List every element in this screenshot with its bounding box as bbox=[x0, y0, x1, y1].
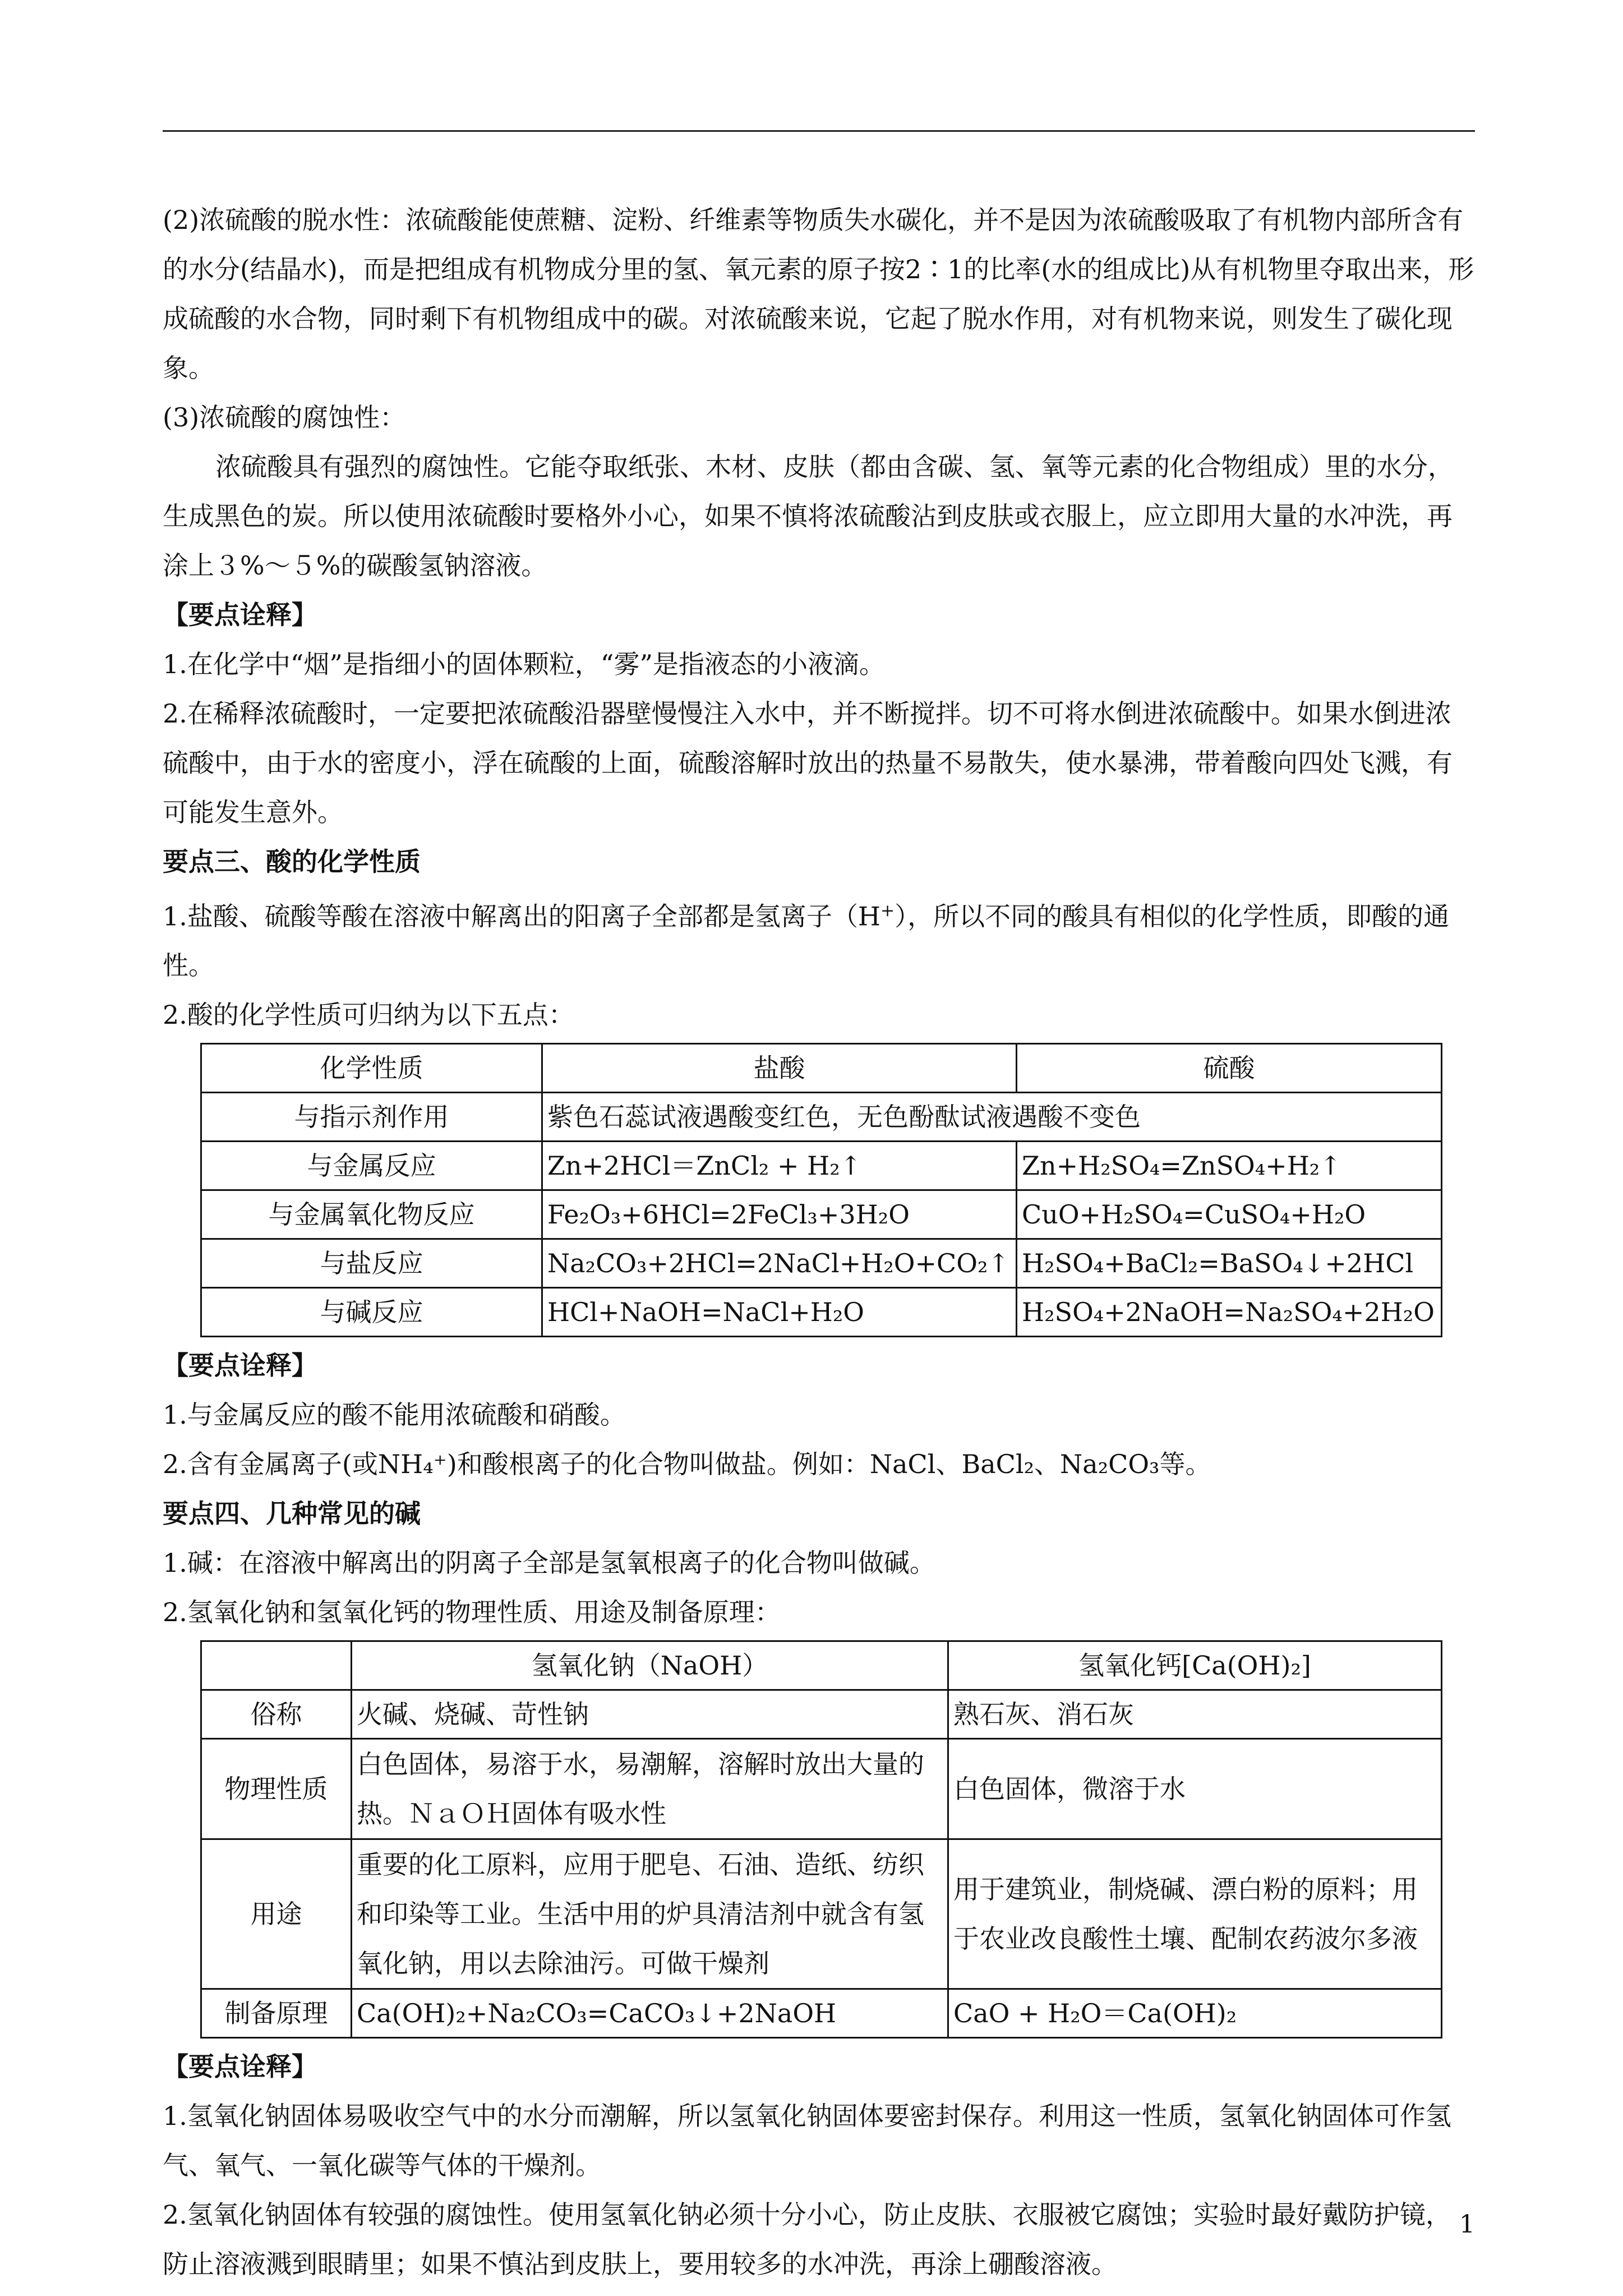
base-cell-naoh: 白色固体，易溶于水，易潮解，溶解时放出大量的热。ＮａＯＨ固体有吸水性 bbox=[352, 1739, 948, 1839]
base-cell-caoh: CaO + H₂O＝Ca(OH)₂ bbox=[948, 1989, 1442, 2038]
acid-row-label: 与金属氧化物反应 bbox=[201, 1190, 542, 1239]
acid-row-label: 与盐反应 bbox=[201, 1239, 542, 1288]
section-note-2: 【要点诠释】 bbox=[163, 1350, 317, 1381]
note-naoh-storage: 1.氢氧化钠固体易吸收空气中的水分而潮解，所以氢氧化钠固体要密封保存。利用这一性质，氢氧化钠固体可作氢气、氧气、一氧化碳等气体的干燥剂。 bbox=[163, 2101, 1451, 2181]
base-header-caoh: 氢氧化钙[Ca(OH)₂] bbox=[948, 1641, 1442, 1690]
document-body bbox=[163, 195, 1475, 2289]
base-cell-naoh: Ca(OH)₂+Na₂CO₃=CaCO₃↓+2NaOH bbox=[352, 1989, 948, 2038]
note-dilution: 2.在稀释浓硫酸时，一定要把浓硫酸沿器壁慢慢注入水中，并不断搅拌。切不可将水倒进浓硫酸中。如果水倒进浓硫酸中，由于水的密度小，浮在硫酸的上面，硫酸溶解时放出的热量不易散失，使水暴沸，带着酸向四处飞溅，有可能发生意外。 bbox=[163, 698, 1453, 827]
base-cell-naoh: 火碱、烧碱、苛性钠 bbox=[352, 1690, 948, 1739]
acid-cell-hcl: Na₂CO₃+2HCl=2NaCl+H₂O+CO₂↑ bbox=[542, 1239, 1017, 1288]
acid-row-label: 与指示剂作用 bbox=[201, 1093, 542, 1142]
para-hydrogen-ion-b: ），所以不同的酸具有相似的化学性质，即酸的通性。 bbox=[163, 901, 1450, 981]
acid-row-label: 与碱反应 bbox=[201, 1288, 542, 1337]
para-corrosion-title: (3)浓硫酸的腐蚀性： bbox=[163, 402, 406, 432]
acid-header-property: 化学性质 bbox=[201, 1044, 542, 1093]
header-rule bbox=[163, 130, 1475, 132]
page-number: 1 bbox=[1459, 2210, 1475, 2239]
acid-cell-hcl: Fe₂O₃+6HCl=2FeCl₃+3H₂O bbox=[542, 1190, 1017, 1239]
acid-cell-h2so4: CuO+H₂SO₄=CuSO₄+H₂O bbox=[1017, 1190, 1442, 1239]
note-metal-acid: 1.与金属反应的酸不能用浓硫酸和硝酸。 bbox=[163, 1400, 626, 1430]
para-base-table-intro: 2.氢氧化钠和氢氧化钙的物理性质、用途及制备原理： bbox=[163, 1597, 781, 1628]
base-row-label: 物理性质 bbox=[201, 1739, 352, 1839]
base-cell-caoh: 白色固体，微溶于水 bbox=[948, 1739, 1442, 1839]
acid-cell-h2so4: H₂SO₄+BaCl₂=BaSO₄↓+2HCl bbox=[1017, 1239, 1442, 1288]
base-header-naoh: 氢氧化钠（NaOH） bbox=[352, 1641, 948, 1690]
acid-cell-hcl: Zn+2HCl＝ZnCl₂ + H₂↑ bbox=[542, 1142, 1017, 1190]
para-base-definition: 1.碱：在溶液中解离出的阴离子全部是氢氧根离子的化合物叫做碱。 bbox=[163, 1548, 935, 1579]
note-salt-definition: 2.含有金属离子(或NH₄⁺)和酸根离子的化合物叫做盐。例如：NaCl、BaCl₂、Na₂CO₃等。 bbox=[163, 1449, 1211, 1480]
acid-cell-h2so4: Zn+H₂SO₄=ZnSO₄+H₂↑ bbox=[1017, 1142, 1442, 1190]
hydrogen-ion-charge: + bbox=[880, 901, 895, 921]
section-common-bases: 要点四、几种常见的碱 bbox=[163, 1498, 421, 1529]
acid-cell-h2so4: H₂SO₄+2NaOH=Na₂SO₄+2H₂O bbox=[1017, 1288, 1442, 1337]
acid-properties-table bbox=[200, 1043, 1442, 1337]
para-five-points: 2.酸的化学性质可归纳为以下五点： bbox=[163, 1000, 574, 1030]
acid-header-h2so4: 硫酸 bbox=[1017, 1044, 1442, 1093]
section-note-3: 【要点诠释】 bbox=[163, 2051, 317, 2082]
base-properties-table bbox=[200, 1640, 1442, 2039]
base-cell-caoh: 用于建筑业，制烧碱、漂白粉的原料；用于农业改良酸性土壤、配制农药波尔多液 bbox=[948, 1839, 1442, 1989]
base-header-blank bbox=[201, 1641, 352, 1690]
note-smoke-fog: 1.在化学中“烟”是指细小的固体颗粒，“雾”是指液态的小液滴。 bbox=[163, 649, 885, 679]
base-cell-naoh: 重要的化工原料，应用于肥皂、石油、造纸、纺织和印染等工业。生活中用的炉具清洁剂中就含有氢氧化钠，用以去除油污。可做干燥剂 bbox=[352, 1839, 948, 1989]
acid-indicator-text: 紫色石蕊试液遇酸变红色，无色酚酞试液遇酸不变色 bbox=[542, 1093, 1442, 1142]
base-row-label: 制备原理 bbox=[201, 1989, 352, 2038]
acid-row-label: 与金属反应 bbox=[201, 1142, 542, 1190]
para-hydrogen-ion-a: 1.盐酸、硫酸等酸在溶液中解离出的阳离子全部都是氢离子（H bbox=[163, 901, 881, 932]
base-row-label: 用途 bbox=[201, 1839, 352, 1989]
base-row-label: 俗称 bbox=[201, 1690, 352, 1739]
para-corrosion: 浓硫酸具有强烈的腐蚀性。它能夺取纸张、木材、皮肤（都由含碳、氢、氧等元素的化合物组成）里的水分，生成黑色的炭。所以使用浓硫酸时要格外小心，如果不慎将浓硫酸沾到皮肤或衣服上，应立即用大量的水冲洗，再涂上３%～５%的碳酸氢钠溶液。 bbox=[163, 452, 1454, 581]
section-acid-properties: 要点三、酸的化学性质 bbox=[163, 846, 421, 877]
note-naoh-safety: 2.氢氧化钠固体有较强的腐蚀性。使用氢氧化钠必须十分小心，防止皮肤、衣服被它腐蚀；实验时最好戴防护镜，防止溶液溅到眼睛里；如果不慎沾到皮肤上，要用较多的水冲洗，再涂上硼酸溶液。 bbox=[163, 2200, 1451, 2280]
acid-cell-hcl: HCl+NaOH=NaCl+H₂O bbox=[542, 1288, 1017, 1337]
para-hydrogen-ion bbox=[163, 886, 1475, 990]
base-cell-caoh: 熟石灰、消石灰 bbox=[948, 1690, 1442, 1739]
acid-header-hcl: 盐酸 bbox=[542, 1044, 1017, 1093]
section-note-1: 【要点诠释】 bbox=[163, 600, 317, 630]
para-dehydration: (2)浓硫酸的脱水性：浓硫酸能使蔗糖、淀粉、纤维素等物质失水碳化，并不是因为浓硫酸吸取了有机物内部所含有的水分(结晶水)，而是把组成有机物成分里的氢、氧元素的原子按2∶1的比率(水的组成比)从有机物里夺取出来，形成硫酸的水合物，同时剩下有机物组成中的碳。对浓硫酸来说，它起了脱水作用，对有机物来说，则发生了碳化现象。 bbox=[163, 205, 1474, 383]
